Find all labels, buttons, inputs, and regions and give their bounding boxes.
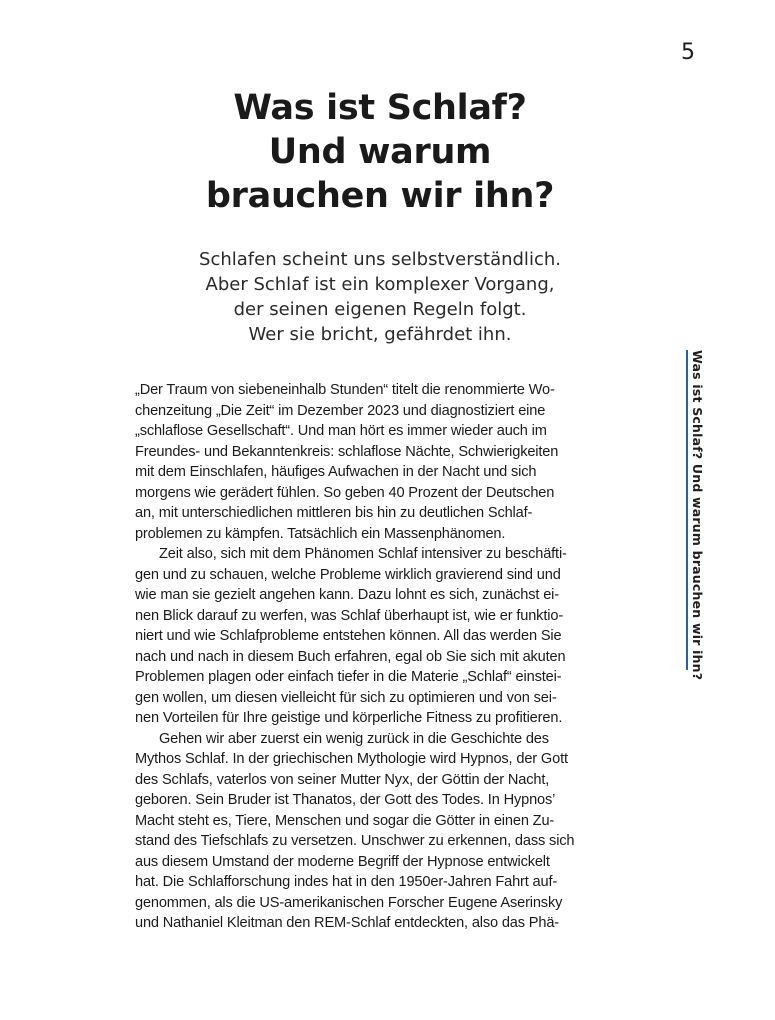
side-chapter-tab xyxy=(686,350,706,681)
chapter-title-line: brauchen wir ihn? xyxy=(205,176,555,216)
body-line: nach und nach in diesem Buch erfahren, egal ob Sie sich mit akuten xyxy=(135,648,566,665)
body-line: nen Blick darauf zu werfen, was Schlaf überhaupt ist, wie er funktio- xyxy=(135,607,564,624)
body-line: mit dem Einschlafen, häufiges Aufwachen in der Nacht und sich xyxy=(135,464,537,480)
side-chapter-tab-label: Was ist Schlaf? Und warum brauchen wir ihn? xyxy=(690,350,705,681)
body-line: Freundes- und Bekanntenkreis: schlaflose Nächte, Schwierigkeiten xyxy=(135,443,559,460)
body-line: Gehen wir aber zuerst ein wenig zurück in die Geschichte des xyxy=(159,730,549,747)
body-line: an, mit unterschiedlichen mittleren bis hin zu deutlichen Schlaf- xyxy=(135,505,533,521)
page-number: 5 xyxy=(681,40,695,65)
intro-line: Aber Schlaf ist ein komplexer Vorgang, xyxy=(205,274,555,295)
body-line: geboren. Sein Bruder ist Thanatos, der Gott des Todes. In Hypnos’ xyxy=(135,792,556,808)
body-line: gen wollen, um diesen vielleicht für sich zu optimieren und von sei- xyxy=(135,689,557,706)
body-line: nen Vorteilen für Ihre geistige und körperliche Fitness zu profitieren. xyxy=(135,710,563,726)
body-line: stand des Tiefschlafs zu versetzen. Unschwer zu erkennen, dass sich xyxy=(135,833,575,849)
body-line: problemen zu kämpfen. Tatsächlich ein Massenphänomen. xyxy=(135,525,506,542)
body-line: genommen, als die US-amerikanischen Forscher Eugene Aserinsky xyxy=(135,894,563,911)
body-line: hat. Die Schlafforschung indes hat in den 1950er-Jahren Fahrt auf- xyxy=(135,874,558,890)
body-line: Macht steht es, Tiere, Menschen und sogar die Götter in einen Zu- xyxy=(135,812,555,829)
chapter-title-line: Was ist Schlaf? xyxy=(233,88,527,128)
body-line: Zeit also, sich mit dem Phänomen Schlaf intensiver zu beschäfti- xyxy=(159,546,567,562)
intro-line: der seinen eigenen Regeln folgt. xyxy=(233,299,527,320)
chapter-intro xyxy=(130,247,630,347)
body-line: „Der Traum von siebeneinhalb Stunden“ titelt die renommierte Wo- xyxy=(135,382,555,398)
body-line: und Nathaniel Kleitman den REM-Schlaf entdeckten, also das Phä- xyxy=(135,915,559,931)
body-line: Mythos Schlaf. In der griechischen Mythologie wird Hypnos, der Gott xyxy=(135,751,568,767)
body-line: „schlaflose Gesellschaft“. Und man hört es immer wieder auch im xyxy=(135,423,547,439)
body-text xyxy=(135,380,635,934)
body-line: niert und wie Schlafprobleme entstehen können. All das werden Sie xyxy=(135,628,562,644)
chapter-title xyxy=(130,86,630,218)
body-line: gen und zu schauen, welche Probleme wirklich gravierend sind und xyxy=(135,566,561,583)
intro-line: Wer sie bricht, gefährdet ihn. xyxy=(248,324,512,345)
body-line: wie man sie gezielt angehen kann. Dazu lohnt es sich, zunächst ei- xyxy=(135,587,559,603)
body-line: aus diesem Umstand der moderne Begriff der Hypnose entwickelt xyxy=(135,853,550,870)
body-line: morgens wie gerädert fühlen. So geben 40 Prozent der Deutschen xyxy=(135,484,555,501)
intro-line: Schlafen scheint uns selbstverständlich. xyxy=(199,249,561,270)
chapter-title-line: Und warum xyxy=(268,132,492,172)
body-line: chenzeitung „Die Zeit“ im Dezember 2023 und diagnostiziert eine xyxy=(135,402,546,419)
body-line: Problemen plagen oder einfach tiefer in die Materie „Schlaf“ einstei- xyxy=(135,669,562,685)
body-line: des Schlafs, vaterlos von seiner Mutter Nyx, der Göttin der Nacht, xyxy=(135,771,550,788)
